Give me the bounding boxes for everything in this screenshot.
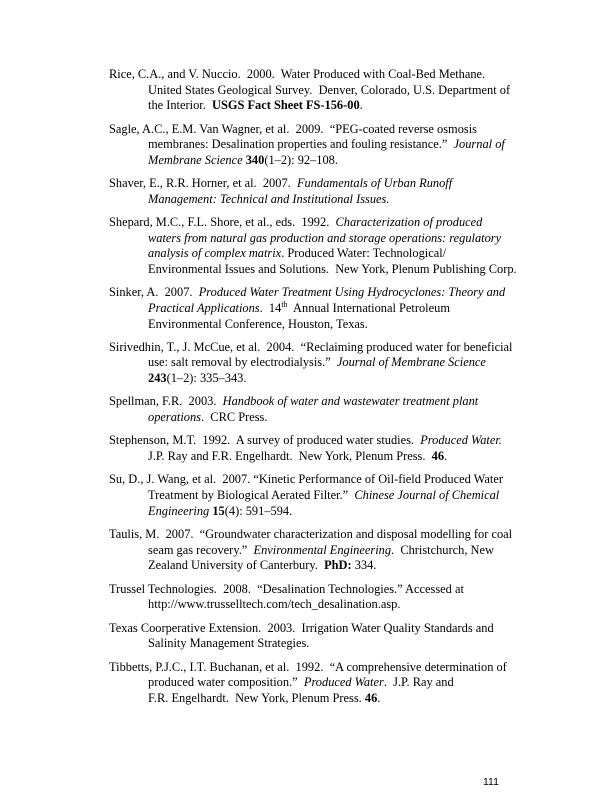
- reference-entry: [109, 660, 509, 707]
- reference-entry: [109, 339, 513, 387]
- reference-line: [109, 472, 509, 488]
- text: . CRC Press.: [201, 410, 268, 425]
- text: Sagle, A.C., E.M. Van Wagner, et al. 2009. “PEG-coated reverse osmosis: [109, 121, 477, 136]
- text: http://www.trusselltech.com/tech_desalination.asp.: [148, 597, 401, 612]
- reference-line: [109, 410, 509, 426]
- reference-line: [109, 371, 509, 387]
- reference-line: [109, 317, 509, 333]
- text: Sirivedhin, T., J. McCue, et al. 2004. “Reclaiming produced water for beneficial: [109, 339, 513, 354]
- reference-entry: [109, 472, 509, 519]
- italic-text: Engineering: [148, 503, 213, 518]
- text: United States Geological Survey. Denver, Colorado, U.S. Department of: [148, 82, 511, 97]
- text: .: [377, 690, 381, 705]
- reference-line: [109, 83, 509, 99]
- reference-entry: [109, 67, 509, 114]
- reference-entry: [109, 394, 509, 425]
- text: Su, D., J. Wang, et al. 2007. “Kinetic Performance of Oil-field Produced Water: [109, 472, 503, 487]
- reference-line: [109, 67, 509, 83]
- text: Treatment by Biological Aerated Filter.”: [148, 488, 355, 503]
- reference-entry: [109, 285, 509, 332]
- reference-list: [109, 67, 517, 714]
- reference-line: [109, 488, 509, 504]
- bold-text: 340: [245, 152, 265, 167]
- text: Annual International Petroleum: [287, 300, 450, 315]
- reference-line: [109, 433, 509, 449]
- reference-line: [109, 355, 509, 371]
- text: seam gas recovery.”: [148, 542, 254, 557]
- reference-entry: [109, 582, 509, 613]
- text: Sinker, A. 2007.: [109, 285, 199, 300]
- italic-text: Journal of: [453, 137, 505, 152]
- reference-entry: [109, 215, 517, 277]
- text: Shaver, E., R.R. Horner, et al. 2007.: [109, 176, 297, 191]
- text: Trussel Technologies. 2008. “Desalination Technologies.” Accessed at: [109, 581, 464, 596]
- italic-text: Environmental Engineering: [253, 542, 392, 557]
- bold-text: PhD:: [324, 558, 352, 573]
- bold-text: 46: [431, 449, 445, 464]
- italic-text: Membrane Science: [148, 152, 246, 167]
- reference-line: [109, 215, 509, 231]
- text: .: [444, 449, 448, 464]
- italic-text: Practical Applications: [148, 300, 260, 315]
- bold-text: 15: [212, 503, 225, 518]
- text: Tibbetts, P.J.C., I.T. Buchanan, et al. 1992. “A comprehensive determination of: [109, 659, 507, 674]
- reference-line: [109, 176, 509, 192]
- reference-line: [109, 246, 509, 262]
- text: J.P. Ray and F.R. Engelhardt. New York, Plenum Press.: [148, 449, 432, 464]
- text: the Interior.: [148, 98, 212, 113]
- reference-entry: [109, 527, 513, 574]
- bold-text: 243: [148, 371, 167, 386]
- reference-line: [109, 527, 513, 543]
- text: Environmental Conference, Houston, Texas.: [148, 316, 368, 331]
- reference-line: [109, 558, 509, 574]
- reference-line: [109, 621, 509, 637]
- italic-text: Produced Water: [303, 675, 384, 690]
- reference-line: [109, 582, 509, 598]
- text: Rice, C.A., and V. Nuccio. 2000. Water Produced with Coal-Bed Methane.: [109, 67, 486, 81]
- italic-text: Produced Water.: [420, 433, 502, 448]
- bold-text: 46: [364, 690, 378, 705]
- reference-line: [109, 660, 509, 676]
- reference-line: [109, 122, 509, 138]
- text: (4): 591–594.: [224, 503, 293, 518]
- reference-line: [109, 636, 509, 652]
- reference-entry: [109, 176, 509, 207]
- text: Spellman, F.R. 2003.: [109, 394, 223, 409]
- reference-line: [109, 394, 509, 410]
- reference-line: [109, 597, 509, 613]
- text: (1–2): 92–108.: [264, 152, 338, 167]
- text: . J.P. Ray and: [383, 675, 454, 690]
- text: . Produced Water: Technological/: [281, 246, 447, 261]
- reference-line: [109, 285, 509, 301]
- reference-line: [109, 339, 513, 356]
- text: . 14: [259, 300, 282, 315]
- text: Stephenson, M.T. 1992. A survey of produced water studies.: [109, 433, 421, 448]
- text: Taulis, M. 2007. “Groundwater characterization and disposal modelling for coal: [109, 527, 513, 542]
- italic-text: Chinese Journal of Chemical: [354, 488, 500, 503]
- reference-line: [109, 98, 509, 114]
- reference-line: [109, 504, 509, 520]
- text: Zealand University of Canterbury.: [148, 558, 325, 573]
- text: 334.: [351, 558, 377, 573]
- italic-text: Produced Water Treatment Using Hydrocyclones: Theory and: [198, 285, 506, 300]
- superscript-text: th: [281, 299, 288, 309]
- text: Salinity Management Strategies.: [148, 636, 310, 651]
- italic-text: Management: Technical and Institutional Issues.: [148, 191, 390, 206]
- reference-entry: [109, 621, 509, 652]
- reference-entry: [109, 122, 509, 169]
- text: use: salt removal by electrodialysis.”: [148, 355, 337, 370]
- italic-text: Journal of Membrane Science: [336, 355, 486, 370]
- reference-line: [109, 153, 509, 169]
- text: Shepard, M.C., F.L. Shore, et al., eds. 1992.: [109, 215, 336, 230]
- italic-text: analysis of complex matrix: [148, 246, 282, 261]
- text: Environmental Issues and Solutions. New York, Plenum Publishing Corp.: [148, 261, 517, 276]
- reference-line: [109, 301, 509, 317]
- page-number: 111: [483, 776, 499, 788]
- reference-line: [109, 691, 509, 707]
- reference-line: [109, 675, 509, 691]
- italic-text: waters from natural gas production and storage operations: regulatory: [148, 230, 502, 245]
- italic-text: operations: [148, 410, 202, 425]
- reference-line: [109, 261, 517, 278]
- text: membranes: Desalination properties and fouling resistance.”: [148, 137, 454, 152]
- bold-text: USGS Fact Sheet FS-156-00: [212, 98, 360, 113]
- italic-text: Characterization of produced: [335, 215, 483, 230]
- reference-entry: [109, 433, 509, 464]
- text: F.R. Engelhardt. New York, Plenum Press.: [148, 690, 365, 705]
- italic-text: Fundamentals of Urban Runoff: [296, 176, 453, 191]
- text: (1–2): 335–343.: [166, 371, 247, 386]
- reference-line: [109, 231, 509, 247]
- reference-line: [109, 449, 509, 465]
- italic-text: Handbook of water and wastewater treatment plant: [222, 394, 479, 409]
- text: .: [359, 98, 363, 113]
- text: Texas Coorperative Extension. 2003. Irrigation Water Quality Standards and: [109, 620, 494, 635]
- text: produced water composition.”: [148, 675, 304, 690]
- reference-line: [109, 543, 509, 559]
- reference-line: [109, 137, 509, 153]
- text: . Christchurch, New: [391, 542, 494, 557]
- reference-line: [109, 192, 509, 208]
